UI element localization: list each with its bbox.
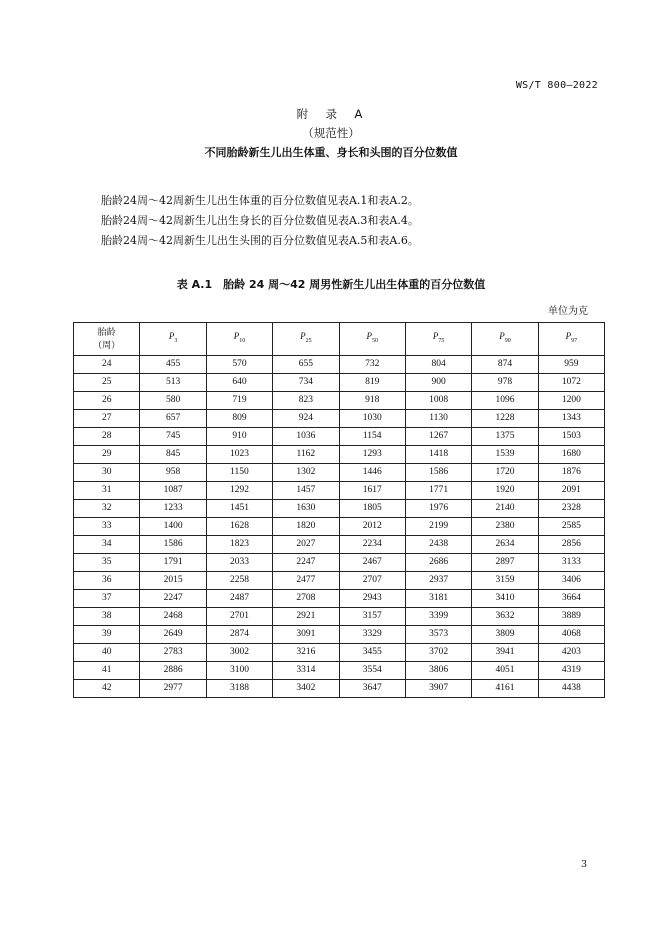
- weight-cell: 3632: [472, 608, 538, 626]
- gestational-age-cell: 41: [74, 662, 140, 680]
- weight-cell: 3188: [206, 680, 272, 698]
- weight-cell: 3159: [472, 572, 538, 590]
- gestational-age-cell: 36: [74, 572, 140, 590]
- weight-cell: 1154: [339, 428, 405, 446]
- weight-cell: 2897: [472, 554, 538, 572]
- weight-cell: 1162: [273, 446, 339, 464]
- weight-cell: 978: [472, 374, 538, 392]
- weight-cell: 1451: [206, 500, 272, 518]
- weight-cell: 2921: [273, 608, 339, 626]
- weight-cell: 2937: [405, 572, 471, 590]
- weight-cell: 2783: [140, 644, 206, 662]
- weight-cell: 1920: [472, 482, 538, 500]
- weight-cell: 4438: [538, 680, 604, 698]
- intro-paragraphs: [101, 191, 419, 251]
- weight-cell: 3702: [405, 644, 471, 662]
- weight-cell: 1030: [339, 410, 405, 428]
- gestational-age-cell: 30: [74, 464, 140, 482]
- percentile-header: $P_{25}$: [273, 323, 339, 356]
- gestational-age-label: 胎龄: [97, 327, 116, 337]
- weight-cell: 1023: [206, 446, 272, 464]
- table-row: [74, 374, 605, 392]
- weight-cell: 3133: [538, 554, 604, 572]
- intro-line: 胎龄24周～42周新生儿出生身长的百分位数值见表A.3和表A.4。: [101, 214, 419, 227]
- percentile-header: $P_3$: [140, 323, 206, 356]
- weight-cell: 2438: [405, 536, 471, 554]
- weight-cell: 4319: [538, 662, 604, 680]
- weight-cell: 809: [206, 410, 272, 428]
- weight-cell: 1267: [405, 428, 471, 446]
- weight-cell: 4161: [472, 680, 538, 698]
- weight-cell: 2487: [206, 590, 272, 608]
- weight-cell: 1586: [140, 536, 206, 554]
- weight-cell: 1400: [140, 518, 206, 536]
- weight-cell: 2380: [472, 518, 538, 536]
- percentile-header: $P_{75}$: [405, 323, 471, 356]
- gestational-age-cell: 39: [74, 626, 140, 644]
- weight-cell: 959: [538, 356, 604, 374]
- weight-cell: 2701: [206, 608, 272, 626]
- weight-cell: 2708: [273, 590, 339, 608]
- weight-cell: 719: [206, 392, 272, 410]
- weight-cell: 640: [206, 374, 272, 392]
- weight-cell: 1876: [538, 464, 604, 482]
- annex-title: 附 录 A: [296, 107, 366, 121]
- weight-cell: 1720: [472, 464, 538, 482]
- weight-cell: 1457: [273, 482, 339, 500]
- weight-cell: 1096: [472, 392, 538, 410]
- weight-cell: 2943: [339, 590, 405, 608]
- weight-cell: 1072: [538, 374, 604, 392]
- weight-cell: 804: [405, 356, 471, 374]
- weight-cell: 3554: [339, 662, 405, 680]
- weight-cell: 3329: [339, 626, 405, 644]
- gestational-age-cell: 26: [74, 392, 140, 410]
- weight-cell: 3181: [405, 590, 471, 608]
- weight-cell: 2027: [273, 536, 339, 554]
- weight-cell: 924: [273, 410, 339, 428]
- gestational-age-cell: 33: [74, 518, 140, 536]
- percentile-header: $P_{97}$: [538, 323, 604, 356]
- weight-cell: 1771: [405, 482, 471, 500]
- weight-cell: 1820: [273, 518, 339, 536]
- weight-cell: 2247: [140, 590, 206, 608]
- gestational-age-cell: 38: [74, 608, 140, 626]
- annex-heading: 不同胎龄新生儿出生体重、身长和头围的百分位数值: [204, 146, 458, 159]
- weight-cell: 1008: [405, 392, 471, 410]
- gestational-age-cell: 40: [74, 644, 140, 662]
- weight-cell: 2258: [206, 572, 272, 590]
- table-row: [74, 464, 605, 482]
- weight-cell: 655: [273, 356, 339, 374]
- weight-cell: 2247: [273, 554, 339, 572]
- weight-cell: 513: [140, 374, 206, 392]
- weight-cell: 657: [140, 410, 206, 428]
- weight-cell: 3410: [472, 590, 538, 608]
- table-row: [74, 626, 605, 644]
- percentile-header: $P_{50}$: [339, 323, 405, 356]
- table-caption: 表 A.1 胎龄 24 周～42 周男性新生儿出生体重的百分位数值: [176, 278, 486, 291]
- gestational-age-cell: 37: [74, 590, 140, 608]
- gestational-age-cell: 35: [74, 554, 140, 572]
- gestational-age-header: [74, 323, 140, 356]
- weight-cell: 1617: [339, 482, 405, 500]
- gestational-age-cell: 24: [74, 356, 140, 374]
- table-row: [74, 680, 605, 698]
- weight-cell: 2012: [339, 518, 405, 536]
- weight-cell: 1228: [472, 410, 538, 428]
- birth-weight-table: [73, 322, 605, 698]
- weight-cell: 1233: [140, 500, 206, 518]
- weight-cell: 900: [405, 374, 471, 392]
- weight-cell: 2686: [405, 554, 471, 572]
- gestational-age-unit: （周）: [93, 340, 121, 350]
- weight-cell: 3002: [206, 644, 272, 662]
- table-header-row: [74, 323, 605, 356]
- gestational-age-cell: 27: [74, 410, 140, 428]
- weight-cell: 1503: [538, 428, 604, 446]
- weight-cell: 2328: [538, 500, 604, 518]
- weight-cell: 1087: [140, 482, 206, 500]
- weight-cell: 1302: [273, 464, 339, 482]
- weight-cell: 918: [339, 392, 405, 410]
- weight-cell: 1292: [206, 482, 272, 500]
- weight-cell: 3399: [405, 608, 471, 626]
- weight-cell: 1628: [206, 518, 272, 536]
- gestational-age-cell: 34: [74, 536, 140, 554]
- weight-cell: 745: [140, 428, 206, 446]
- table-row: [74, 482, 605, 500]
- weight-cell: 3907: [405, 680, 471, 698]
- weight-cell: 3455: [339, 644, 405, 662]
- weight-cell: 2091: [538, 482, 604, 500]
- intro-line: 胎龄24周～42周新生儿出生头围的百分位数值见表A.5和表A.6。: [101, 234, 419, 247]
- weight-cell: 910: [206, 428, 272, 446]
- weight-cell: 3941: [472, 644, 538, 662]
- weight-cell: 4051: [472, 662, 538, 680]
- weight-cell: 1200: [538, 392, 604, 410]
- weight-cell: 455: [140, 356, 206, 374]
- weight-cell: 874: [472, 356, 538, 374]
- weight-cell: 3647: [339, 680, 405, 698]
- weight-cell: 3091: [273, 626, 339, 644]
- weight-cell: 580: [140, 392, 206, 410]
- intro-line: 胎龄24周～42周新生儿出生体重的百分位数值见表A.1和表A.2。: [101, 194, 419, 207]
- table-row: [74, 536, 605, 554]
- table-row: [74, 554, 605, 572]
- weight-cell: 1630: [273, 500, 339, 518]
- table-row: [74, 446, 605, 464]
- weight-cell: 3889: [538, 608, 604, 626]
- weight-cell: 2874: [206, 626, 272, 644]
- weight-cell: 3573: [405, 626, 471, 644]
- weight-cell: 4068: [538, 626, 604, 644]
- weight-cell: 2634: [472, 536, 538, 554]
- gestational-age-cell: 31: [74, 482, 140, 500]
- weight-cell: 2467: [339, 554, 405, 572]
- table-row: [74, 500, 605, 518]
- gestational-age-cell: 32: [74, 500, 140, 518]
- table-row: [74, 428, 605, 446]
- weight-cell: 1130: [405, 410, 471, 428]
- weight-cell: 4203: [538, 644, 604, 662]
- standard-code: WS/T 800—2022: [515, 80, 598, 91]
- weight-cell: 2585: [538, 518, 604, 536]
- page-number: 3: [580, 859, 587, 870]
- table-row: [74, 356, 605, 374]
- weight-cell: 2856: [538, 536, 604, 554]
- weight-cell: 1343: [538, 410, 604, 428]
- weight-cell: 570: [206, 356, 272, 374]
- table-row: [74, 392, 605, 410]
- table-unit: 单位为克: [548, 306, 588, 317]
- weight-cell: 2886: [140, 662, 206, 680]
- weight-cell: 2468: [140, 608, 206, 626]
- gestational-age-cell: 25: [74, 374, 140, 392]
- gestational-age-cell: 42: [74, 680, 140, 698]
- weight-cell: 2977: [140, 680, 206, 698]
- annex-type: （规范性）: [302, 126, 360, 140]
- gestational-age-cell: 29: [74, 446, 140, 464]
- table-row: [74, 608, 605, 626]
- weight-cell: 3809: [472, 626, 538, 644]
- weight-cell: 1805: [339, 500, 405, 518]
- table-row: [74, 644, 605, 662]
- weight-cell: 1418: [405, 446, 471, 464]
- table-row: [74, 662, 605, 680]
- table-row: [74, 518, 605, 536]
- weight-cell: 823: [273, 392, 339, 410]
- table-row: [74, 572, 605, 590]
- weight-cell: 1680: [538, 446, 604, 464]
- weight-cell: 1293: [339, 446, 405, 464]
- weight-cell: 1036: [273, 428, 339, 446]
- weight-cell: 3806: [405, 662, 471, 680]
- weight-cell: 1375: [472, 428, 538, 446]
- weight-cell: 1150: [206, 464, 272, 482]
- weight-cell: 1539: [472, 446, 538, 464]
- weight-cell: 1586: [405, 464, 471, 482]
- weight-cell: 1976: [405, 500, 471, 518]
- weight-cell: 819: [339, 374, 405, 392]
- weight-cell: 732: [339, 356, 405, 374]
- weight-cell: 3216: [273, 644, 339, 662]
- weight-cell: 734: [273, 374, 339, 392]
- weight-cell: 3402: [273, 680, 339, 698]
- weight-cell: 3314: [273, 662, 339, 680]
- table-row: [74, 590, 605, 608]
- weight-cell: 2707: [339, 572, 405, 590]
- weight-cell: 2199: [405, 518, 471, 536]
- weight-cell: 2033: [206, 554, 272, 572]
- gestational-age-cell: 28: [74, 428, 140, 446]
- weight-cell: 3100: [206, 662, 272, 680]
- weight-cell: 958: [140, 464, 206, 482]
- weight-cell: 2015: [140, 572, 206, 590]
- weight-cell: 1791: [140, 554, 206, 572]
- weight-cell: 3664: [538, 590, 604, 608]
- table-body: [74, 356, 605, 698]
- weight-cell: 3157: [339, 608, 405, 626]
- weight-cell: 2140: [472, 500, 538, 518]
- percentile-header: $P_{90}$: [472, 323, 538, 356]
- weight-cell: 3406: [538, 572, 604, 590]
- table-row: [74, 410, 605, 428]
- weight-cell: 845: [140, 446, 206, 464]
- weight-cell: 1823: [206, 536, 272, 554]
- weight-cell: 2234: [339, 536, 405, 554]
- weight-cell: 1446: [339, 464, 405, 482]
- weight-cell: 2649: [140, 626, 206, 644]
- weight-cell: 2477: [273, 572, 339, 590]
- percentile-header: $P_{10}$: [206, 323, 272, 356]
